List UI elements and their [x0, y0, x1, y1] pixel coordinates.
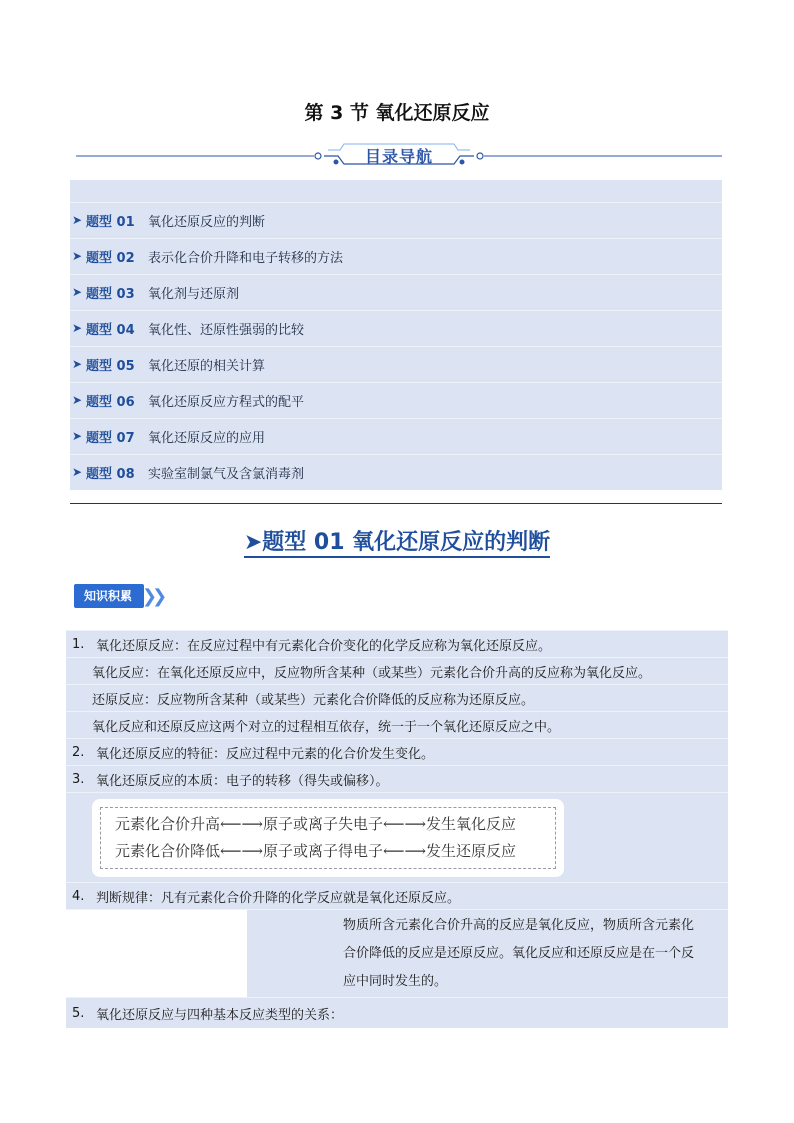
toc-item-number: 题型 02 — [86, 250, 135, 266]
page-title: 第 3 节 氧化还原反应 — [304, 102, 490, 124]
note-text — [247, 910, 728, 997]
item-text: 氧化还原反应与四种基本反应类型的关系： — [96, 1007, 344, 1023]
toc-item-01[interactable] — [70, 202, 722, 237]
item-text: 判断规律：凡有元素化合价升降的化学反应就是氧化还原反应。 — [96, 890, 461, 906]
toc-item-label: 表示化合价升降和电子转移的方法 — [148, 250, 344, 266]
toc-item-number: 题型 06 — [86, 394, 135, 410]
arrow-right-icon: ➤ — [72, 357, 83, 371]
item-text: 氧化还原反应的特征：反应过程中元素的化合价发生变化。 — [96, 746, 435, 762]
toc-item-number: 题型 03 — [86, 286, 135, 302]
toc-label: 目录导航 — [364, 147, 434, 166]
toc-item-label: 氧化还原反应的应用 — [148, 430, 266, 446]
divider — [70, 503, 722, 504]
list-item — [66, 997, 728, 1028]
item-text: 还原反应：反应物所含某种（或某些）元素化合价降低的反应称为还原反应。 — [92, 692, 535, 708]
list-item — [66, 630, 728, 657]
arrow-right-icon: ➤ — [72, 213, 83, 227]
note-row — [66, 909, 728, 997]
note-line: 合价降低的反应是还原反应。氧化反应和还原反应是在一个反 — [343, 946, 695, 961]
concept-box — [92, 799, 564, 877]
item-text: 氧化还原反应的本质：电子的转移（得失或偏移）。 — [96, 773, 389, 789]
concept-line-reduction: 元素化合价降低⟵⟶原子或离子得电子⟵⟶发生还原反应 — [115, 842, 517, 860]
list-subitem — [66, 711, 728, 738]
section-title-text: ➤题型 01 氧化还原反应的判断 — [244, 530, 550, 558]
list-item — [66, 882, 728, 909]
item-index: 3. — [72, 771, 85, 787]
arrow-right-icon: ➤ — [72, 285, 83, 299]
toc-item-label: 氧化剂与还原剂 — [148, 286, 240, 302]
toc-item-number: 题型 01 — [86, 214, 135, 230]
item-text: 氧化反应和还原反应这两个对立的过程相互依存，统一于一个氧化还原反应之中。 — [92, 719, 561, 735]
concept-line-oxidation: 元素化合价升高⟵⟶原子或离子失电子⟵⟶发生氧化反应 — [115, 815, 517, 833]
arrow-right-icon: ➤ — [72, 321, 83, 335]
note-line: 物质所含元素化合价升高的反应是氧化反应，物质所含元素化 — [343, 918, 695, 933]
knowledge-content — [66, 630, 728, 1028]
toc-item-number: 题型 08 — [86, 466, 135, 482]
toc-item-number: 题型 05 — [86, 358, 135, 374]
toc-item-label: 实验室制氯气及含氯消毒剂 — [148, 466, 305, 482]
toc-item-04[interactable] — [70, 310, 722, 345]
toc-item-06[interactable] — [70, 382, 722, 417]
item-index: 2. — [72, 744, 85, 760]
toc-item-05[interactable] — [70, 346, 722, 381]
item-index: 1. — [72, 636, 85, 652]
toc-item-label: 氧化性、还原性强弱的比较 — [148, 322, 305, 338]
knowledge-badge — [74, 583, 162, 609]
toc-item-02[interactable] — [70, 238, 722, 273]
toc-item-label: 氧化还原的相关计算 — [148, 358, 266, 374]
double-chevron-icon: ❯❯ — [142, 585, 163, 607]
toc-item-07[interactable] — [70, 418, 722, 453]
toc-item-number: 题型 04 — [86, 322, 135, 338]
toc-item-label: 氧化还原反应的判断 — [148, 214, 266, 230]
list-subitem — [66, 657, 728, 684]
list-item — [66, 738, 728, 765]
toc-item-number: 题型 07 — [86, 430, 135, 446]
table-of-contents — [70, 180, 722, 490]
toc-item-03[interactable] — [70, 274, 722, 309]
arrow-right-icon: ➤ — [72, 429, 83, 443]
badge-label: 知识积累 — [74, 584, 144, 608]
note-blank — [66, 910, 247, 997]
section-title — [0, 525, 794, 556]
arrow-right-icon: ➤ — [72, 249, 83, 263]
item-index: 5. — [72, 1005, 85, 1021]
concept-box-row — [66, 792, 728, 882]
toc-item-label: 氧化还原反应方程式的配平 — [148, 394, 305, 410]
note-line: 应中同时发生的。 — [343, 974, 448, 989]
toc-item-08[interactable] — [70, 454, 722, 489]
list-item — [66, 765, 728, 792]
concept-box-inner — [100, 807, 556, 869]
arrow-right-icon: ➤ — [72, 465, 83, 479]
item-index: 4. — [72, 888, 85, 904]
item-text: 氧化还原反应：在反应过程中有元素化合价变化的化学反应称为氧化还原反应。 — [96, 638, 552, 654]
arrow-right-icon: ➤ — [72, 393, 83, 407]
toc-header — [76, 140, 722, 174]
item-text: 氧化反应：在氧化还原反应中，反应物所含某种（或某些）元素化合价升高的反应称为氧化反应。 — [92, 665, 652, 681]
list-subitem — [66, 684, 728, 711]
